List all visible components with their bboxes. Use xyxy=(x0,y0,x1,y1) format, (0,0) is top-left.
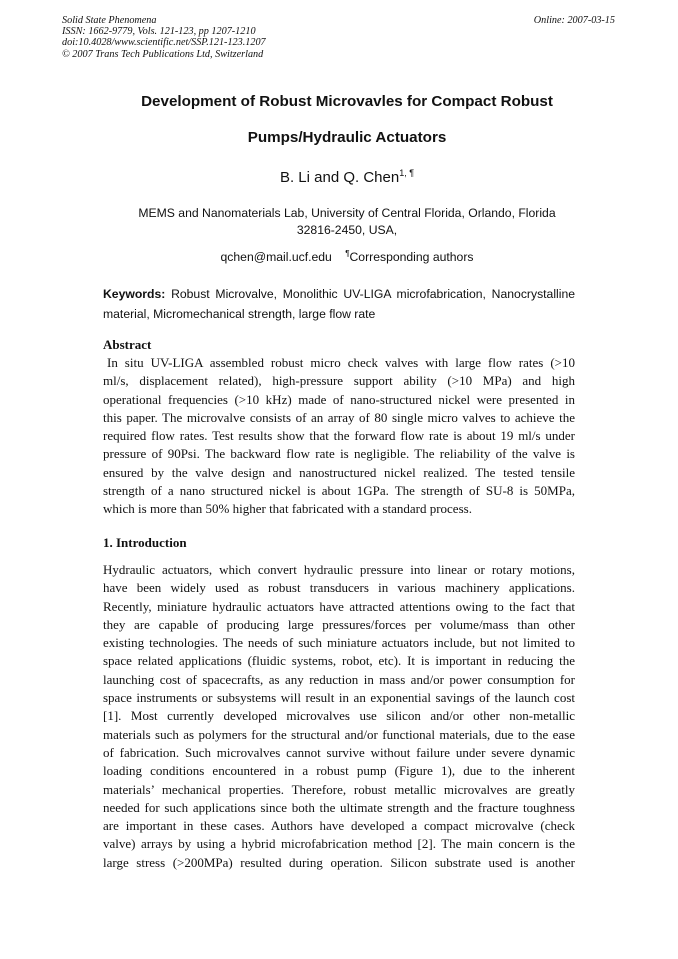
abstract-heading: Abstract xyxy=(103,337,152,352)
journal-header xyxy=(62,15,266,60)
doi-line: doi:10.4028/www.scientific.net/SSP.121-123.1207 xyxy=(62,37,266,49)
abstract-line: ensured by the valve design and nanostructured nickel realized. The tested tensile xyxy=(103,464,575,480)
introduction-body xyxy=(103,561,575,872)
author-line xyxy=(60,168,634,186)
intro-line: launching cost of spacecrafts, as any reduction in mass and/or power consumption for xyxy=(103,671,575,687)
intro-line: loading conditions encountered in a robust pump (Figure 1), due to the inherent xyxy=(103,763,575,779)
corresponding-mark: ¶ xyxy=(345,249,350,258)
online-date: Online: 2007-03-15 xyxy=(533,15,615,26)
intro-line: materials’ mechanical properties. Therefore, robust metallic microvalves are greatly xyxy=(103,781,575,797)
corresponding-note: Corresponding authors xyxy=(349,250,474,264)
intro-line: materials such as polymers for the structural and/or functional materials, due to the ease xyxy=(103,726,575,742)
intro-line: [1]. Most currently developed microvalves use silicon and/or other non-metallic xyxy=(103,708,575,724)
author-names: B. Li and Q. Chen xyxy=(279,169,400,186)
intro-line: have been widely used as robust transducers in various machinery applications. xyxy=(103,580,575,596)
intro-line: space related applications (fluidic systems, robot, etc). It is important in reducing the xyxy=(103,653,575,669)
intro-line: Recently, miniature hydraulic actuators have attracted attentions owing to the fact that xyxy=(103,598,575,614)
abstract-line: pressure of 90Psi. The backward flow rate is negligible. The reliability of the valve is xyxy=(103,446,575,462)
keywords-label: Keywords: xyxy=(103,287,166,301)
introduction-heading: 1. Introduction xyxy=(103,535,187,550)
affiliation xyxy=(60,205,634,239)
keywords xyxy=(103,284,575,324)
affiliation-line-1: MEMS and Nanomaterials Lab, University of Central Florida, Orlando, Florida xyxy=(138,206,556,220)
abstract-line: operational frequencies (>10 kHz) made of nano-structured nickel were presented in xyxy=(103,391,575,407)
paper-title-line-1: Development of Robust Microvavles for Compact Robust xyxy=(141,93,553,110)
intro-line: valve) arrays by using a hybrid microfabrication method [2]. The main concern is the xyxy=(103,836,575,852)
abstract-line: which is more than 50% higher that fabricated with a standard process. xyxy=(103,501,472,517)
issn-line: ISSN: 1662-9779, Vols. 121-123, pp 1207-1210 xyxy=(62,26,256,38)
author-marks: 1, ¶ xyxy=(399,168,415,178)
abstract-line: In situ UV-LIGA assembled robust micro check valves with large flow rates (>10 xyxy=(107,355,575,370)
abstract-line: ml/s, displacement related), high-pressure support ability (>10 MPa) and high xyxy=(103,373,575,389)
abstract-line: strength of a nano structured nickel is about 1GPa. The strength of SU-8 is 50MPa, xyxy=(103,483,575,499)
abstract-line: this paper. The microvalve consists of an array of 80 single micro valves to achieve the xyxy=(103,409,575,425)
intro-line: needed for such applications since both the ultimate strength and the fracture toughness xyxy=(103,799,575,815)
intro-line: are important in these cases. Authors have developed a compact microvalve (check xyxy=(103,818,575,834)
keywords-text: Robust Microvalve, Monolithic UV-LIGA microfabrication, Nanocrystalline material, Micromechanical strength, large flow rate xyxy=(103,287,576,321)
intro-line: space instruments or subsystems will result in an exponential savings of the launch cost xyxy=(103,690,575,706)
abstract-body xyxy=(103,354,575,519)
paper-title-line-2: Pumps/Hydraulic Actuators xyxy=(247,129,447,146)
author-email[interactable]: qchen@mail.ucf.edu xyxy=(220,250,332,264)
intro-line: Hydraulic actuators, which convert hydraulic pressure into linear or rotary motions, xyxy=(103,562,575,577)
intro-line: they are capable of producing large pressures/forces per volume/mass than other xyxy=(103,616,575,632)
contact-line xyxy=(60,245,634,266)
journal-name: Solid State Phenomena xyxy=(62,15,157,26)
copyright-line: © 2007 Trans Tech Publications Ltd, Switzerland xyxy=(62,48,264,60)
affiliation-line-2: 32816-2450, USA, xyxy=(296,223,398,237)
intro-line: large stress (>200MPa) resulted during operation. Silicon substrate used is another xyxy=(103,854,575,870)
abstract-line: required flow rates. Test results show that the forward flow rate is about 19 ml/s under xyxy=(103,428,575,444)
intro-line: existing technologies. The needs of such miniature actuators include, but not limited to xyxy=(103,635,575,651)
intro-line: of fabrication. Such microvalves cannot survive without failure under severe dynamic xyxy=(103,744,575,760)
